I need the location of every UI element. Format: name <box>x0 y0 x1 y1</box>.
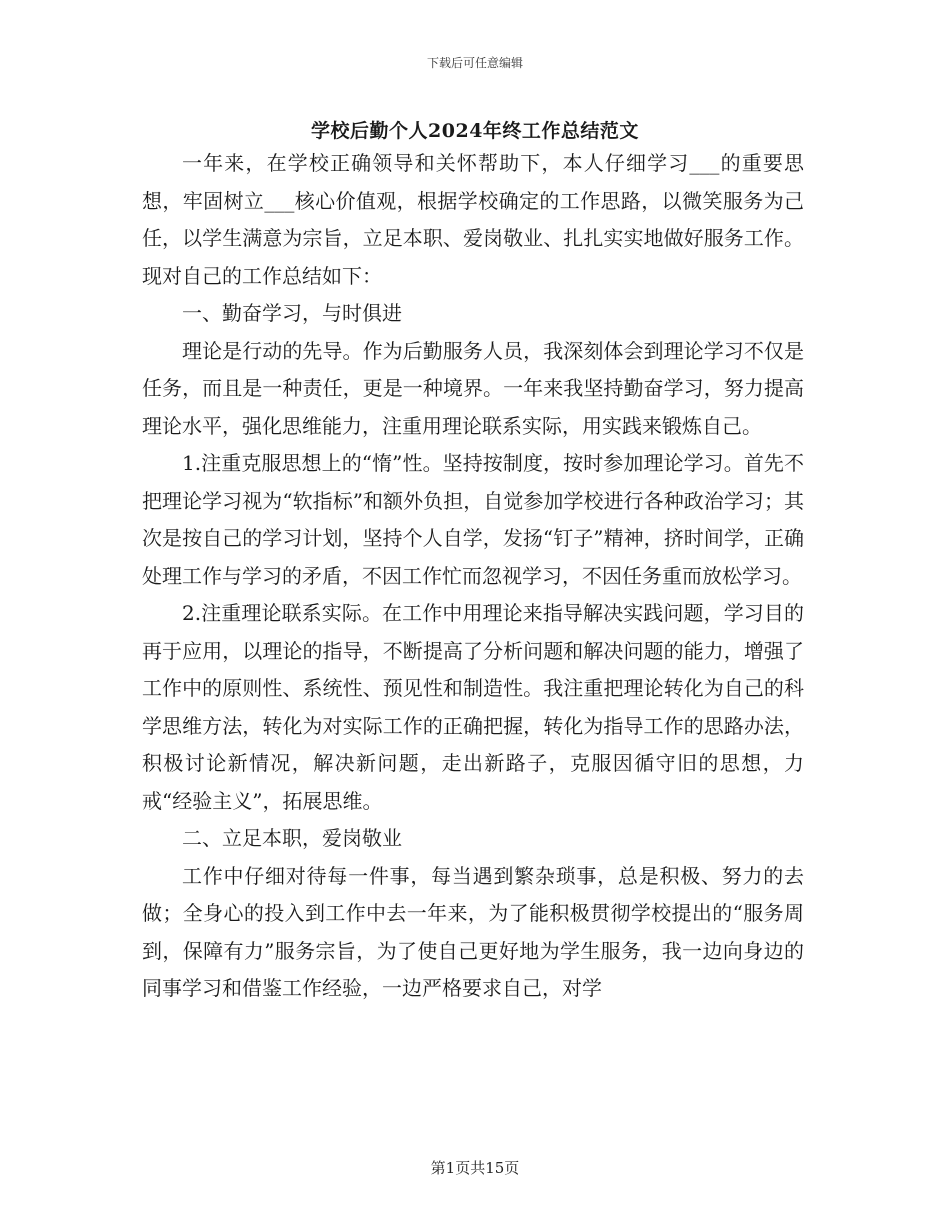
paragraph-theory: 理论是行动的先导。作为后勤服务人员，我深刻体会到理论学习不仅是任务，而且是一种责任，更是一种境界。一年来我坚持勤奋学习，努力提高理论水平，强化思维能力，注重用理论联系实际，用实践来锻炼自己。 <box>142 338 804 438</box>
document-title: 学校后勤个人2024年终工作总结范文 <box>311 120 639 142</box>
page-number: 第1页共15页 <box>430 1159 520 1177</box>
section-heading-2: 二、立足本职，爱岗敬业 <box>182 826 402 850</box>
document-body <box>142 145 804 1008</box>
paragraph-point-2: 2.注重理论联系实际。在工作中用理论来指导解决实践问题，学习目的再于应用，以理论的指导，不断提高了分析问题和解决问题的能力，增强了工作中的原则性、系统性、预见性和制造性。我注重把理论转化为自己的科学思维方法，转化为对实际工作的正确把握，转化为指导工作的思路办法，积极讨论新情况，解决新问题，走出新路子，克服因循守旧的思想，力戒“经验主义”，拓展思维。 <box>142 601 804 813</box>
page-header: 下载后可任意编辑 <box>426 56 523 70</box>
section-heading-1: 一、勤奋学习，与时俱进 <box>182 301 402 325</box>
paragraph-point-1: 1.注重克服思想上的“惰”性。坚持按制度，按时参加理论学习。首先不把理论学习视为“软指标”和额外负担，自觉参加学校进行各种政治学习；其次是按自己的学习计划，坚持个人自学，发扬“钉子”精神，挤时间学，正确处理工作与学习的矛盾，不因工作忙而忽视学习，不因任务重而放松学习。 <box>142 451 804 588</box>
paragraph-work: 工作中仔细对待每一件事，每当遇到繁杂琐事，总是积极、努力的去做；全身心的投入到工作中去一年来，为了能积极贯彻学校提出的“服务周到，保障有力”服务宗旨，为了使自己更好地为学生服务，我一边向身边的同事学习和借鉴工作经验，一边严格要求自己，对学 <box>142 863 804 1000</box>
paragraph-intro: 一年来，在学校正确领导和关怀帮助下，本人仔细学习___的重要思想，牢固树立___核心价值观，根据学校确定的工作思路，以微笑服务为己任，以学生满意为宗旨，立足本职、爱岗敬业、扎扎实实地做好服务工作。现对自己的工作总结如下： <box>142 151 804 288</box>
